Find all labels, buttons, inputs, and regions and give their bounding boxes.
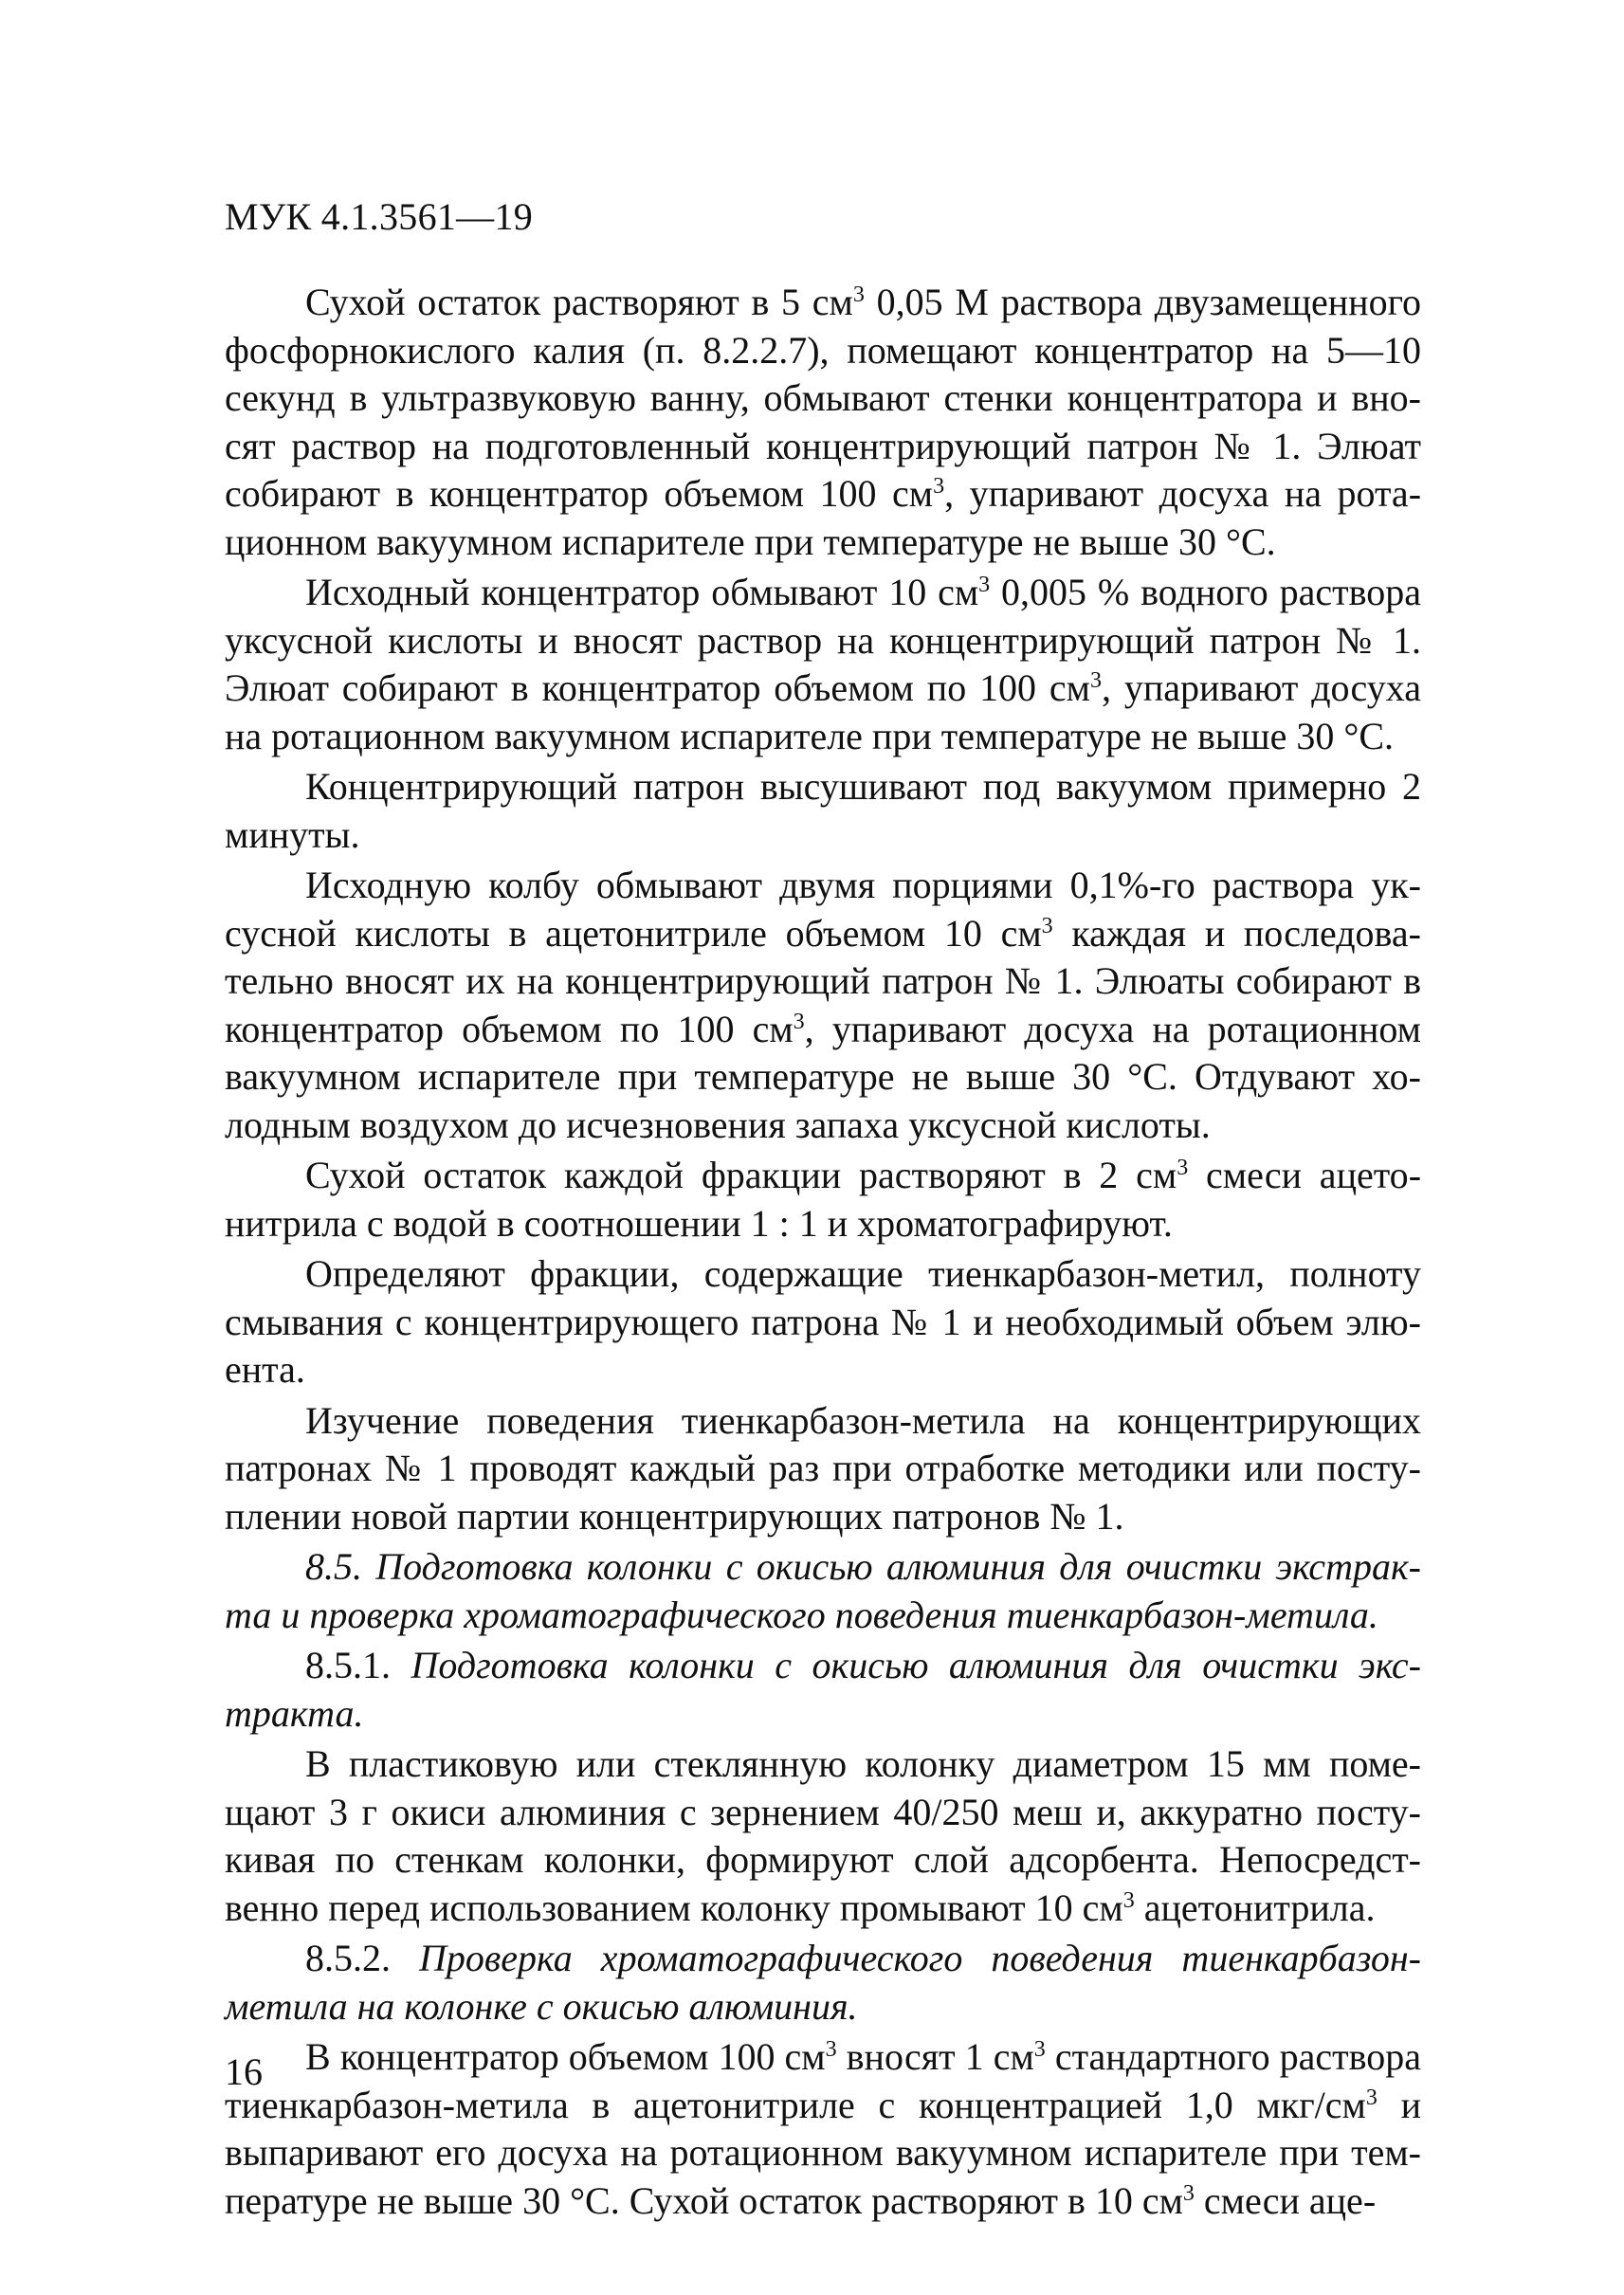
paragraph-dry-residue-dissolution: Сухой остаток растворяют в 5 $см^3$ 0,05 М раствора двузамещенного фосфорнокислого калия (п. 8.2.2.7), помещают концентратор на 5—10 секунд в ультразвуковую ванну, обмывают стенки концентратора и вносят раствор на подготовленный концентрирующий патрон № 1. Элюат собирают в концентратор объемом 100 $см^3$, упаривают досуха на ротационном вакуумном испарителе при температуре не выше 30 °С. <box>225 281 1422 563</box>
paragraph-column-packing: В пластиковую или стеклянную колонку диаметром 15 мм помещают 3 г окиси алюминия с зернением 40/250 меш и, аккуратно постукивая по стенкам колонки, формируют слой адсорбента. Непосредственно перед использованием колонку промывают 10 $см^3$ ацетонитрила. <box>225 1742 1421 1929</box>
section-heading-8-5: 8.5. Подготовка колонки с окисью алюминия для очистки экстракта и проверка хроматографического поведения тиенкарбазон-метила. <box>225 1545 1421 1636</box>
paragraph-flask-rinse: Исходную колбу обмывают двумя порциями 0,1%-го раствора уксусной кислоты в ацетонитриле объемом 10 $см^3$ каждая и последовательно вносят их на концентрирующий патрон № 1. Элюаты собирают в концентратор объемом по 100 $см^3$, упаривают досуха на ротационном вакуумном испарителе при температуре не выше 30 °С. Отдувают холодным воздухом до исчезновения запаха уксусной кислоты. <box>225 864 1421 1146</box>
paragraph-concentrator-rinse: Исходный концентратор обмывают 10 $см^3$ 0,005 % водного раствора уксусной кислоты и вносят раствор на концентрирующий патрон № 1. Элюат собирают в концентратор объемом по 100 $см^3$, упаривают досуха на ротационном вакуумном испарителе при температуре не выше 30 °С. <box>225 571 1421 757</box>
paragraph-standard-solution-evaporation: В концентратор объемом 100 $см^3$ вносят 1 $см^3$ стандартного раствора тиенкарбазон-метила в ацетонитриле с концентрацией 1,0 мкг/$см^3$ и выпаривают его досуха на ротационном вакуумном испарителе при температуре не выше 30 °С. Сухой остаток растворяют в 10 $см^3$ смеси аце- <box>225 2035 1422 2222</box>
paragraph-fraction-determination: Определяют фракции, содержащие тиенкарбазон-метил, полноту смывания с концентрирующего патрона № 1 и необходимый объем элюента. <box>225 1252 1421 1391</box>
paragraph-cartridge-drying: Концентрирующий патрон высушивают под вакуумом примерно 2 минуты. <box>225 765 1421 856</box>
section-heading-8-5-1: 8.5.1. Подготовка колонки с окисью алюминия для очистки экстракта. <box>225 1644 1421 1735</box>
section-heading-8-5-2: 8.5.2. Проверка хроматографического поведения тиенкарбазон-метила на колонке с окисью алюминия. <box>225 1937 1421 2028</box>
body-text <box>225 279 1421 2225</box>
paragraph-cartridge-behavior-study: Изучение поведения тиенкарбазон-метила на концентрирующих патронах № 1 проводят каждый раз при отработке методики или поступлении новой партии концентрирующих патронов № 1. <box>225 1398 1421 1538</box>
running-header: МУК 4.1.3561—19 <box>225 195 534 238</box>
paragraph-fraction-dissolution: Сухой остаток каждой фракции растворяют в 2 $см^3$ смеси ацетонитрила с водой в соотношении 1 : 1 и хроматографируют. <box>225 1154 1422 1245</box>
page-number: 16 <box>225 2050 263 2093</box>
